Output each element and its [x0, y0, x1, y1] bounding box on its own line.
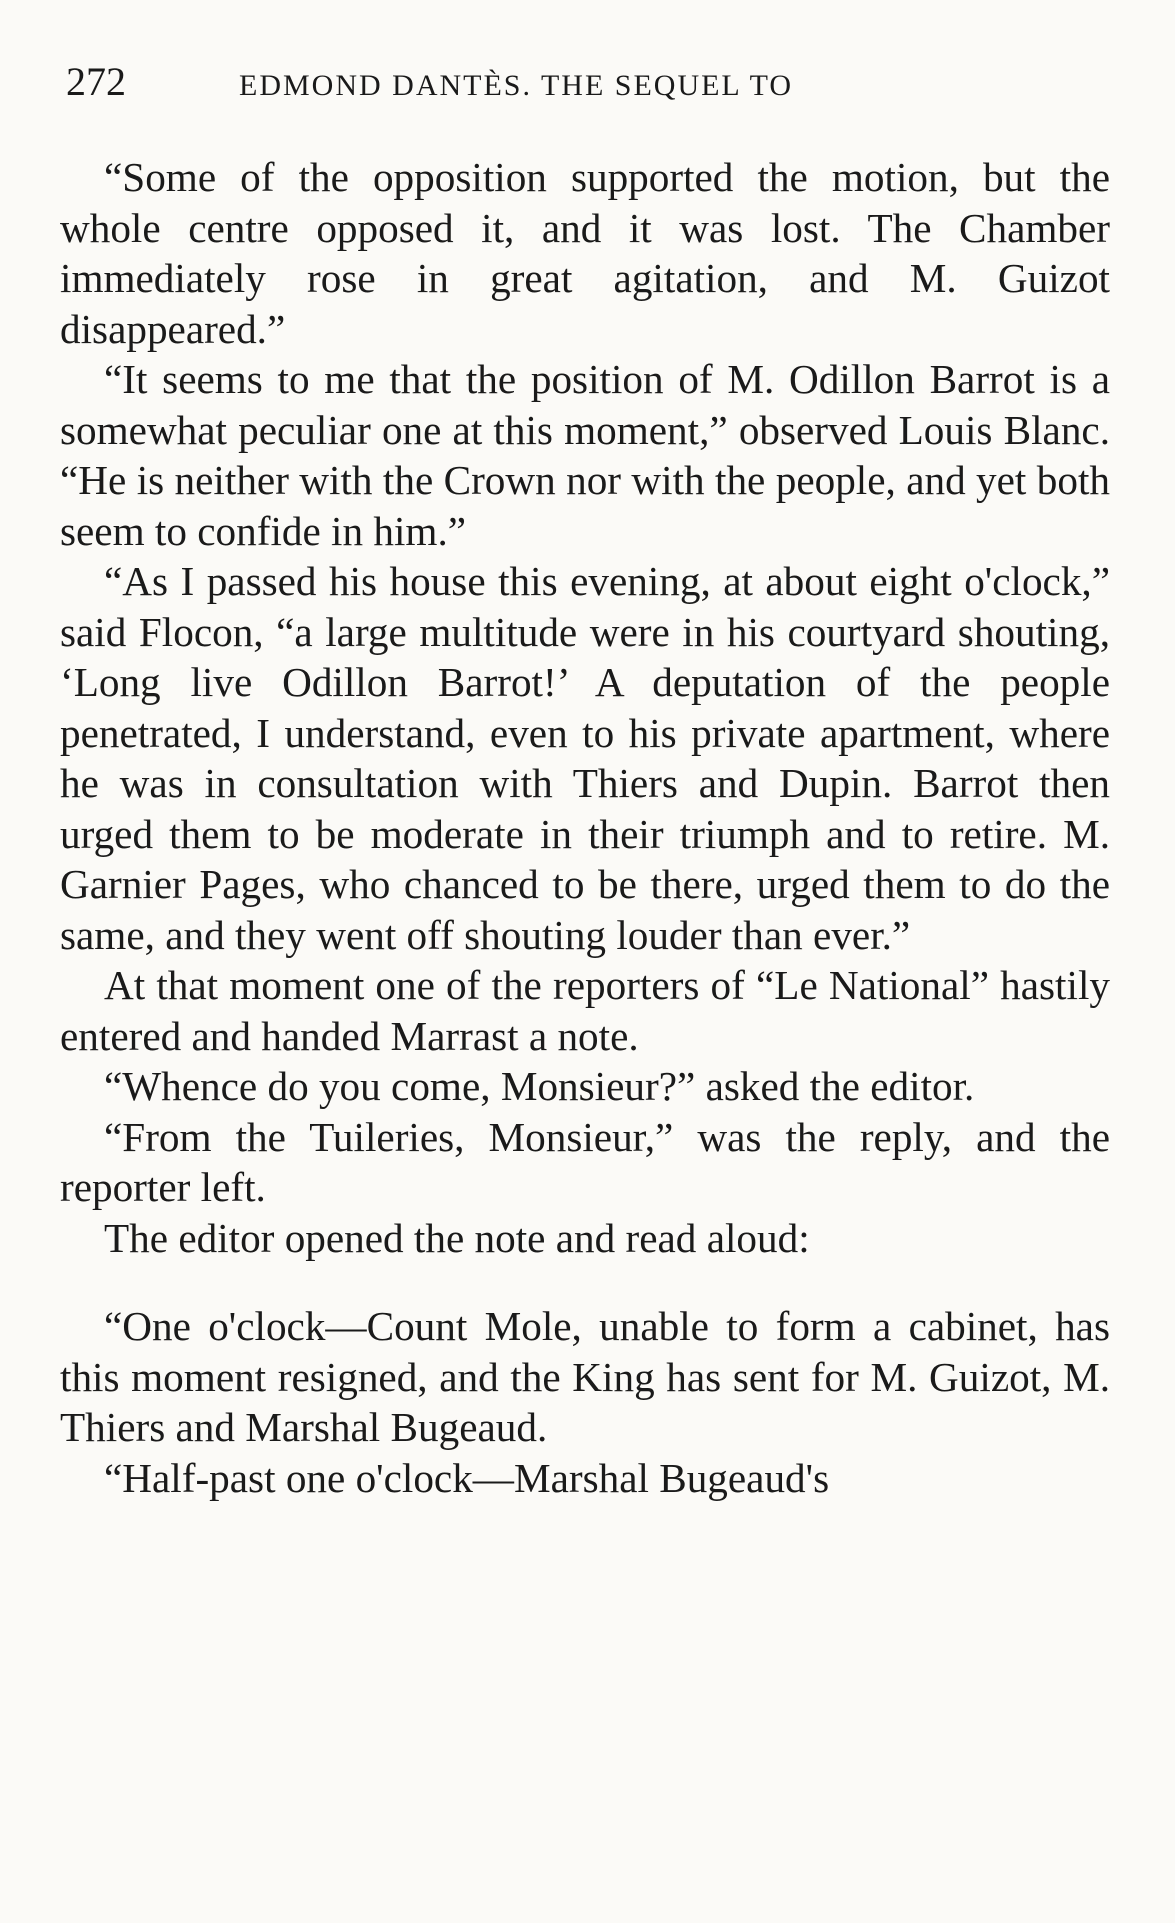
- paragraph: “Whence do you come, Monsieur?” asked the editor.: [104, 1063, 975, 1109]
- body-text: [60, 152, 1110, 1503]
- paragraph: At that moment one of the reporters of “Le National” hastily entered and handed Marrast a note.: [60, 962, 1110, 1059]
- page-number: 272: [66, 59, 126, 104]
- paragraph: “Some of the opposition supported the motion, but the whole centre opposed it, and it was lost. The Chamber immediately rose in great agitation, and M. Guizot disappeared.”: [60, 154, 1110, 352]
- running-title: EDMOND DANTÈS. THE SEQUEL TO: [239, 69, 794, 102]
- running-head: [66, 52, 1106, 112]
- quoted-note-paragraph: “Half-past one o'clock—Marshal Bugeaud's: [104, 1454, 830, 1501]
- quoted-note-paragraph: “One o'clock—Count Mole, unable to form a cabinet, has this moment resigned, and the King has sent for M. Guizot, M. Thiers and Marshal Bugeaud.: [60, 1303, 1110, 1450]
- paragraph: “It seems to me that the position of M. Odillon Barrot is a somewhat peculiar one at this moment,” observed Louis Blanc. “He is neither with the Crown nor with the people, and yet both seem to confide in him.”: [60, 356, 1110, 554]
- paragraph: The editor opened the note and read aloud:: [104, 1214, 810, 1261]
- paragraph: “As I passed his house this evening, at about eight o'clock,” said Flocon, “a large multitude were in his courtyard shouting, ‘Long live Odillon Barrot!’ A deputation of the people penetrated, I understand, even to his private apartment, where he was in consultation with Thiers and Dupin. Barrot then urged them to be moderate in their triumph and to retire. M. Garnier Pages, who chanced to be there, urged them to do the same, and they went off shouting louder than ever.”: [60, 558, 1110, 958]
- paragraph: “From the Tuileries, Monsieur,” was the reply, and the reporter left.: [60, 1113, 1110, 1210]
